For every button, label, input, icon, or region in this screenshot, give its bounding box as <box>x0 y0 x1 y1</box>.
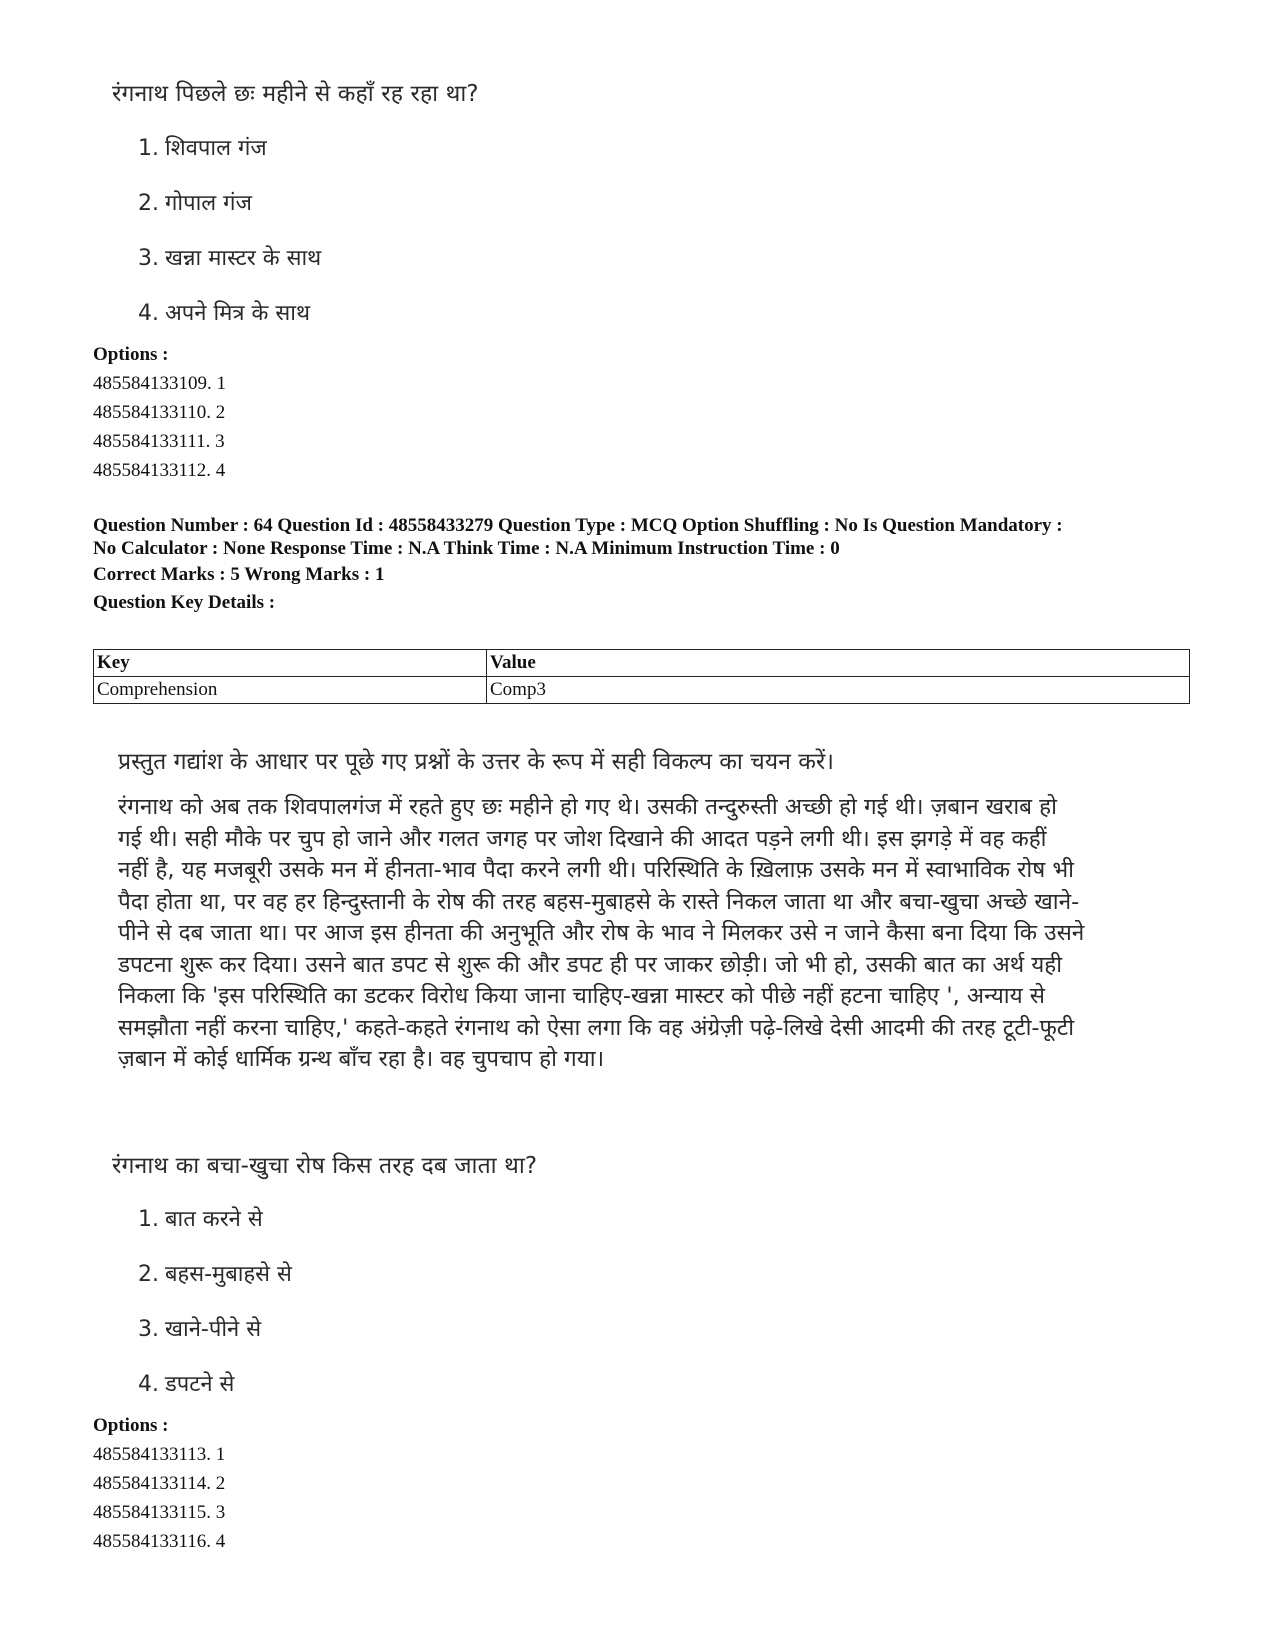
passage-instruction: प्रस्तुत गद्यांश के आधार पर पूछे गए प्रश्नों के उत्तर के रूप में सही विकल्प का चयन करें। <box>118 749 834 775</box>
option-id: 485584133111. 3 <box>93 431 225 452</box>
passage-line: पैदा होता था, पर वह हर हिन्दुस्तानी के रोष की तरह बहस-मुबाहसे के रास्ते निकल जाता था और बचा-खुचा अच्छे खाने- <box>118 888 1080 915</box>
option-id: 485584133115. 3 <box>93 1502 226 1523</box>
choice-text: बहस-मुबाहसे से <box>165 1262 292 1287</box>
choice-text: खाने-पीने से <box>165 1317 262 1342</box>
question-key-table <box>93 649 1190 704</box>
question-64-options <box>93 1411 225 1556</box>
option-id: 485584133116. 4 <box>93 1531 226 1552</box>
options-list <box>93 1440 225 1556</box>
question-63-options <box>93 340 226 485</box>
choice-number: 2. <box>138 1262 159 1287</box>
question-key-details-label: Question Key Details : <box>93 592 276 613</box>
table-cell: Comprehension <box>94 677 487 704</box>
choice-number: 1. <box>138 1207 159 1232</box>
table-header-cell: Key <box>94 650 487 677</box>
passage-line: समझौता नहीं करना चाहिए,' कहते-कहते रंगनाथ को ऐसा लगा कि वह अंग्रेज़ी पढ़े-लिखे देसी आदमी की तरह टूटी-फूटी <box>118 1014 1075 1041</box>
question-64-meta <box>93 514 1193 560</box>
question-64-choice-2 <box>138 1258 292 1288</box>
table-row <box>94 677 1190 704</box>
question-64-choice-4 <box>138 1368 234 1398</box>
option-id: 485584133114. 2 <box>93 1473 226 1494</box>
passage-line: गई थी। सही मौके पर चुप हो जाने और गलत जगह पर जोश दिखाने की आदत पड़ने लगी थी। इस झगड़े में वह कहीं <box>118 825 1047 852</box>
choice-text: खन्ना मास्टर के साथ <box>165 246 322 271</box>
choice-text: गोपाल गंज <box>165 191 252 216</box>
question-63-choice-1 <box>138 132 267 162</box>
passage-line: नहीं है, यह मजबूरी उसके मन में हीनता-भाव पैदा करने लगी थी। परिस्थिति के ख़िलाफ़ उसके मन में स्वाभाविक रोष भी <box>118 857 1075 883</box>
option-id: 485584133109. 1 <box>93 373 226 394</box>
table-header-cell: Value <box>487 650 1190 677</box>
options-label: Options : <box>93 1415 169 1436</box>
choice-number: 3. <box>138 1317 159 1342</box>
table-header-row <box>94 650 1190 677</box>
options-label: Options : <box>93 344 169 365</box>
choice-number: 3. <box>138 246 159 271</box>
passage-line: डपटना शुरू कर दिया। उसने बात डपट से शुरू की और डपट ही पर जाकर छोड़ी। जो भी हो, उसकी बात का अर्थ यही <box>118 951 1063 978</box>
table-cell: Comp3 <box>487 677 1190 704</box>
question-64-choice-1 <box>138 1203 263 1233</box>
option-id: 485584133112. 4 <box>93 460 226 481</box>
question-63-choice-3 <box>138 242 321 272</box>
choice-text: अपने मित्र के साथ <box>165 301 311 326</box>
question-64-text: रंगनाथ का बचा-खुचा रोष किस तरह दब जाता था? <box>112 1153 538 1179</box>
passage-line: रंगनाथ को अब तक शिवपालगंज में रहते हुए छः महीने हो गए थे। उसकी तन्दुरुस्ती अच्छी हो गई थी। ज़बान खराब हो <box>118 794 1057 820</box>
question-meta-line-2: No Calculator : None Response Time : N.A Think Time : N.A Minimum Instruction Time : 0 <box>93 538 840 559</box>
choice-number: 1. <box>138 136 159 161</box>
passage-line: ज़बान में कोई धार्मिक ग्रन्थ बाँच रहा है। वह चुपचाप हो गया। <box>118 1046 605 1072</box>
choice-text: बात करने से <box>165 1207 263 1232</box>
comprehension-passage <box>118 792 1178 1076</box>
question-63-choice-2 <box>138 187 252 217</box>
passage-line: निकला कि 'इस परिस्थिति का डटकर विरोध किया जाना चाहिए-खन्ना मास्टर को पीछे नहीं हटना चाहिए ', अन्याय से <box>118 983 1046 1009</box>
choice-number: 4. <box>138 1372 159 1397</box>
choice-text: डपटने से <box>165 1372 235 1397</box>
question-64-marks: Correct Marks : 5 Wrong Marks : 1 <box>93 564 385 585</box>
passage-line: पीने से दब जाता था। पर आज इस हीनता की अनुभूति और रोष के भाव ने मिलकर उसे न जाने कैसा बना दिया कि उसने <box>118 920 1085 946</box>
question-64-choice-3 <box>138 1313 261 1343</box>
question-63-text: रंगनाथ पिछले छः महीने से कहाँ रह रहा था? <box>112 81 479 107</box>
choice-text: शिवपाल गंज <box>165 136 267 161</box>
option-id: 485584133113. 1 <box>93 1444 226 1465</box>
question-63-choice-4 <box>138 297 310 327</box>
choice-number: 4. <box>138 301 159 326</box>
choice-number: 2. <box>138 191 159 216</box>
question-meta-line-1: Question Number : 64 Question Id : 48558433279 Question Type : MCQ Option Shuffling : No Is Question Mandatory : <box>93 515 1063 536</box>
options-list <box>93 369 226 485</box>
option-id: 485584133110. 2 <box>93 402 226 423</box>
